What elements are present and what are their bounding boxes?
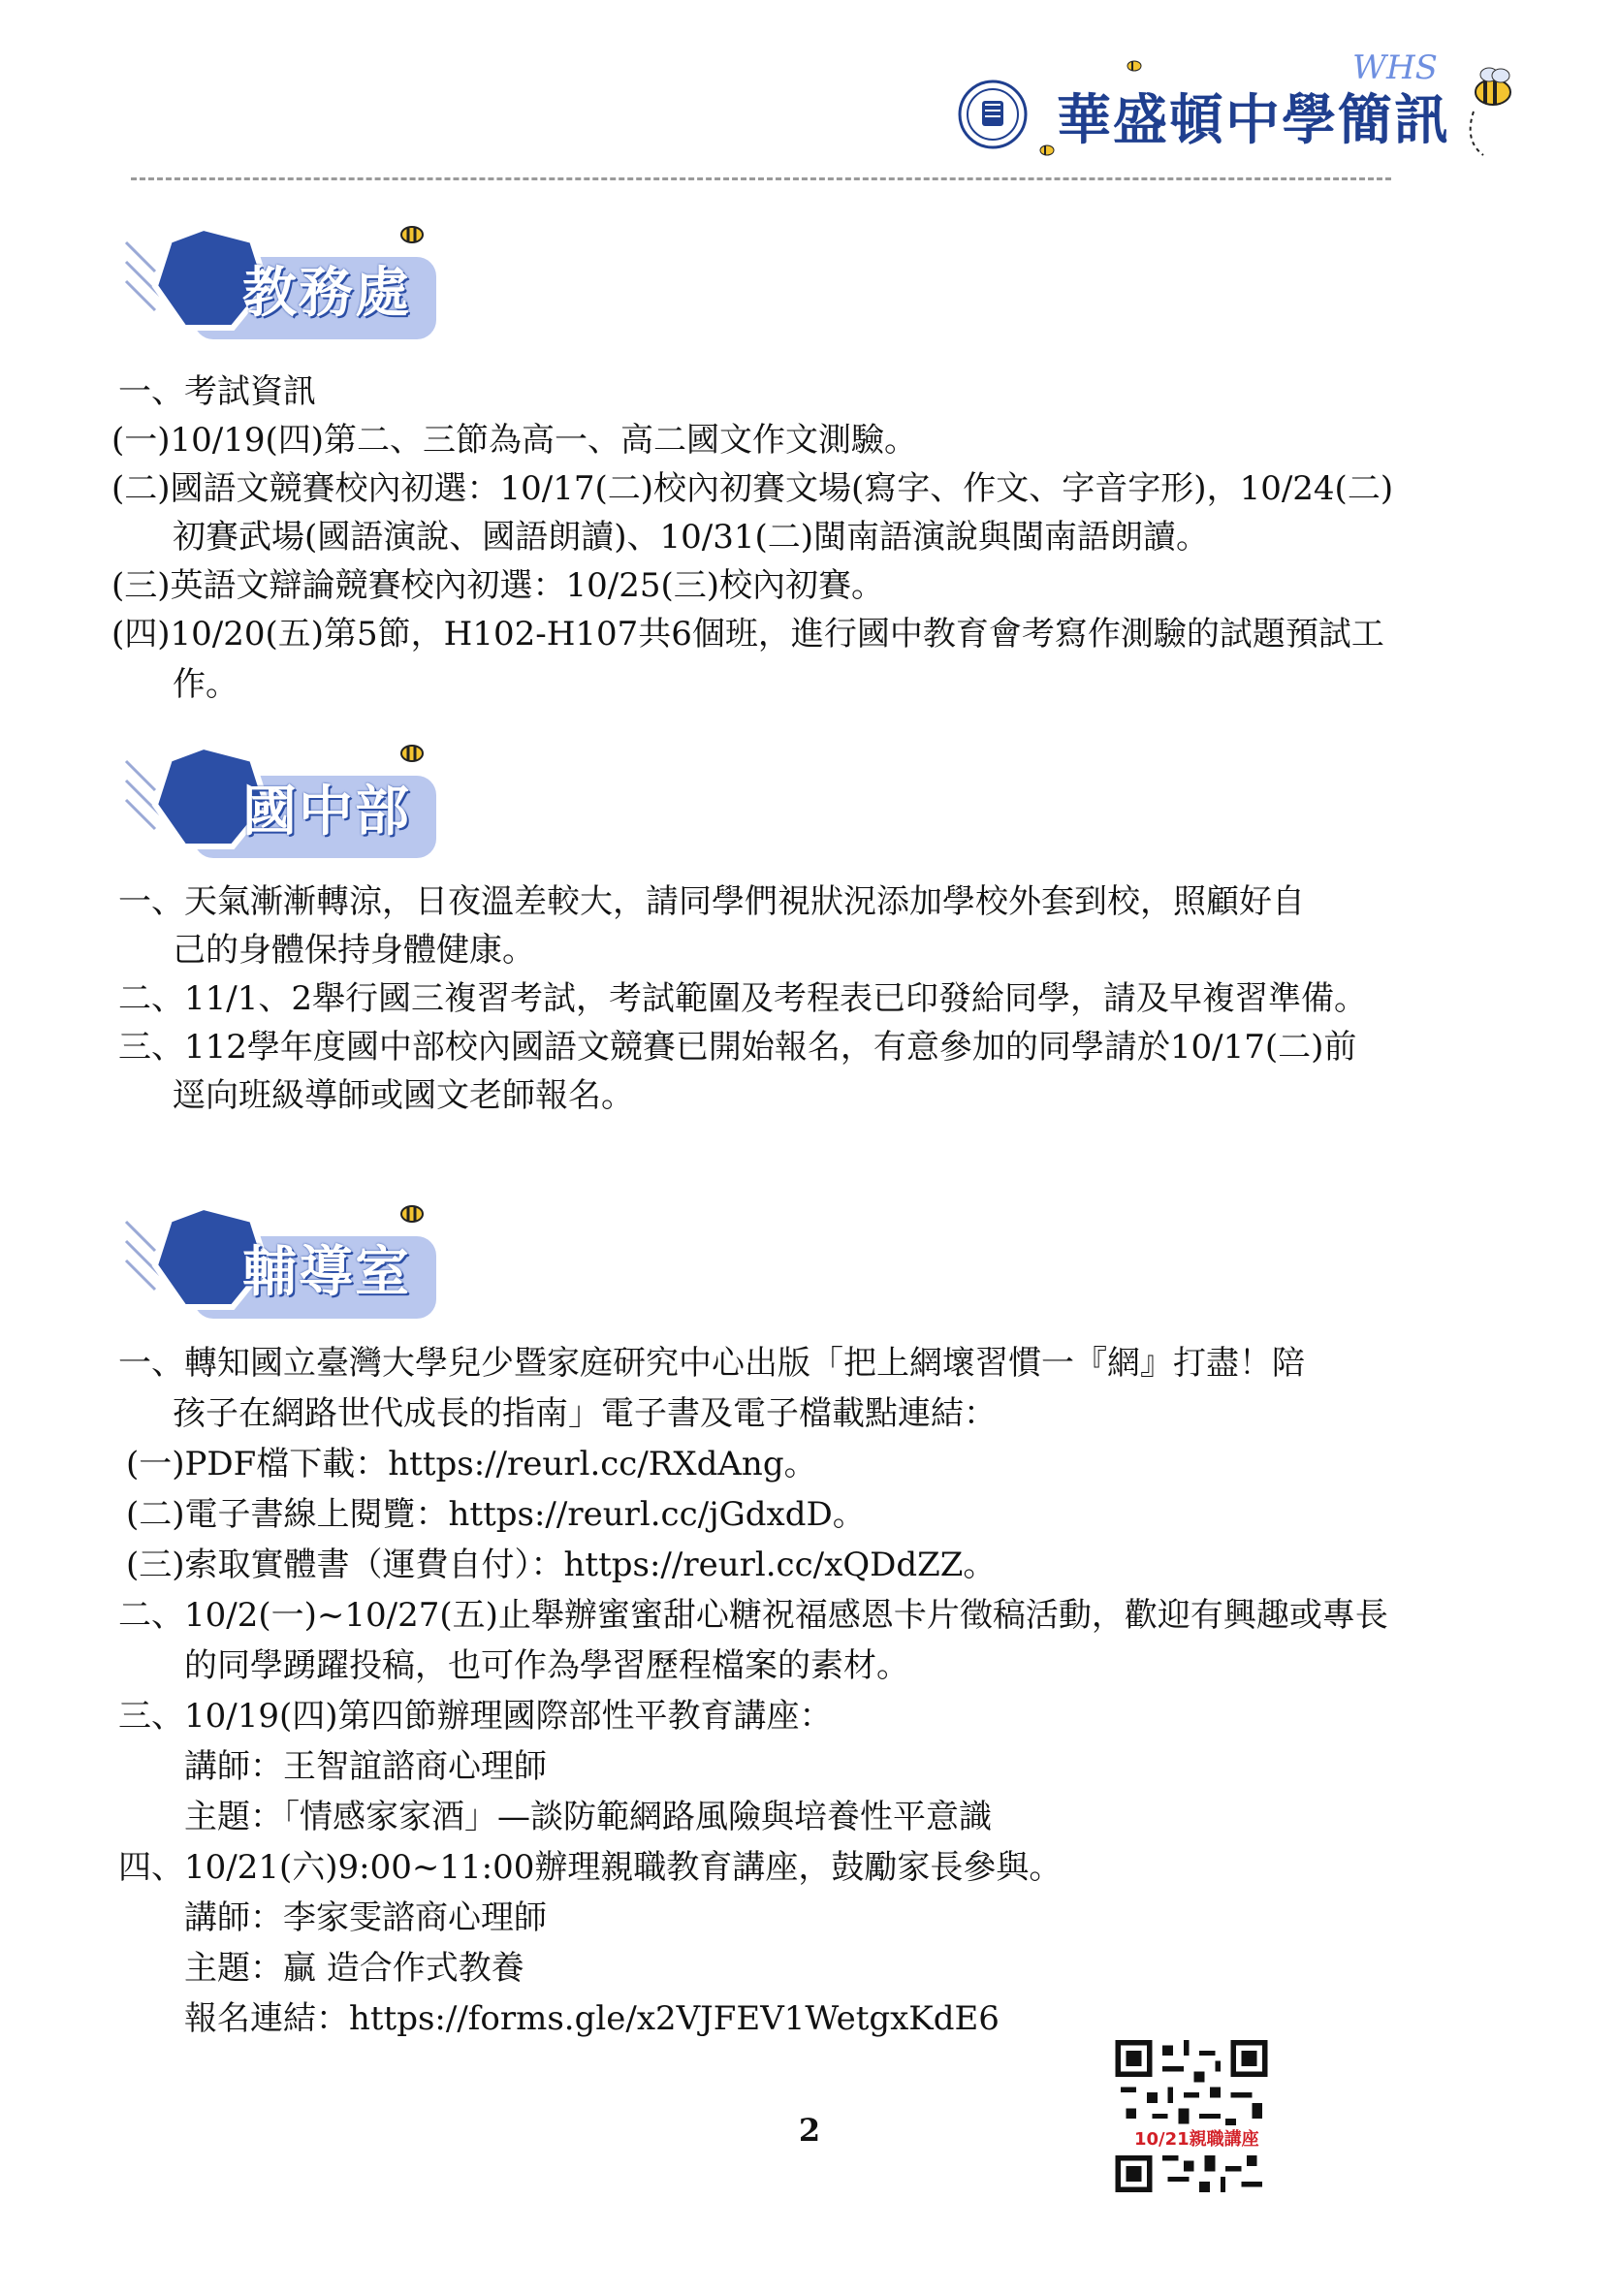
text-line: 一、考試資訊 [118, 372, 316, 411]
text-line: (四)10/20(五)第5節，H102-H107共6個班，進行國中教育會考寫作測驗的試題預試工 [111, 615, 1384, 654]
bee-icon [1454, 53, 1532, 160]
section-title: 教務處 [242, 262, 411, 325]
text-line: (三)索取實體書（運費自付）：https://reurl.cc/xQDdZZ。 [126, 1546, 997, 1584]
text-line: 的同學踴躍投稿，也可作為學習歷程檔案的素材。 [184, 1646, 909, 1685]
text-line: (一)10/19(四)第二、三節為高一、高二國文作文測驗。 [111, 421, 918, 460]
text-line: 一、天氣漸漸轉涼，日夜溫差較大，請同學們視狀況添加學校外套到校，照顧好自 [118, 882, 1305, 921]
section-title: 輔導室 [242, 1241, 411, 1304]
text-line: (二)國語文競賽校內初選：10/17(二)校內初賽文場(寫字、作文、字音字形)，10/24(二) [111, 469, 1394, 508]
text-line: 孩子在網路世代成長的指南」電子書及電子檔載點連結： [173, 1394, 997, 1433]
page-number: 2 [798, 2112, 821, 2149]
school-seal-icon [958, 80, 1028, 149]
text-line: 三、112學年度國中部校內國語文競賽已開始報名，有意參加的同學請於10/17(二)前 [118, 1028, 1357, 1067]
text-line: 講師：李家雯諮商心理師 [184, 1898, 547, 1937]
text-line: 主題：贏 造合作式教養 [184, 1949, 524, 1988]
qr-label: 10/21親職講座 [1132, 2125, 1261, 2151]
text-line: 二、10/2(一)~10/27(五)止舉辦蜜蜜甜心糖祝福感恩卡片徵稿活動，歡迎有興趣或專長 [118, 1596, 1388, 1635]
text-line: 一、轉知國立臺灣大學兒少暨家庭研究中心出版「把上網壞習慣一『網』打盡！陪 [118, 1344, 1305, 1383]
text-line: 作。 [173, 665, 238, 704]
text-line: 初賽武場(國語演說、國語朗讀)、10/31(二)閩南語演說與閩南語朗讀。 [173, 518, 1210, 557]
section-badge-counseling [116, 1193, 446, 1338]
header-divider [131, 177, 1391, 180]
text-line: 四、10/21(六)9:00~11:00辦理親職教育講座，鼓勵家長參與。 [118, 1848, 1063, 1887]
section-title: 國中部 [242, 781, 411, 844]
text-line: 己的身體保持身體健康。 [173, 931, 535, 970]
text-line: (一)PDF檔下載：https://reurl.cc/RXdAng。 [126, 1445, 817, 1483]
whs-logo-text: WHS [1352, 48, 1438, 87]
text-line: 講師：王智誼諮商心理師 [184, 1747, 547, 1786]
section-badge-academic [116, 213, 446, 359]
registration-link[interactable]: 報名連結：https://forms.gle/x2VJFEV1WetgxKdE6 [184, 1999, 1000, 2038]
small-bee-icon [1037, 141, 1057, 158]
text-line: 逕向班級導師或國文老師報名。 [173, 1076, 634, 1115]
text-line: 二、11/1、2舉行國三複習考試，考試範圍及考程表已印發給同學，請及早複習準備。 [118, 979, 1367, 1018]
text-line: (二)電子書線上閱覽：https://reurl.cc/jGdxdD。 [126, 1495, 866, 1534]
small-bee-icon [1125, 56, 1144, 74]
text-line: 主題：「情感家家酒」—談防範網路風險與培養性平意識 [184, 1798, 992, 1836]
text-line: (三)英語文辯論競賽校內初選：10/25(三)校內初賽。 [111, 566, 885, 605]
newsletter-title: 華盛頓中學簡訊 [1057, 89, 1450, 152]
text-line: 三、10/19(四)第四節辦理國際部性平教育講座： [118, 1697, 833, 1736]
section-badge-junior [116, 732, 446, 877]
